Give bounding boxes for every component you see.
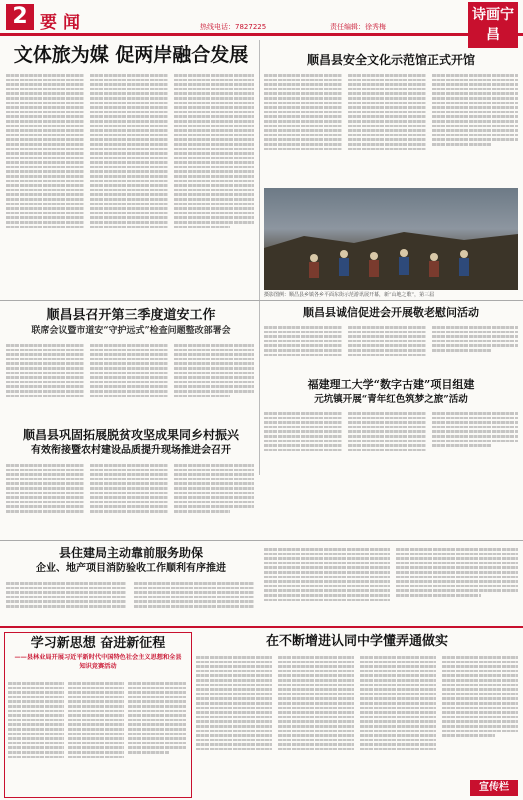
article-a7-col1 — [6, 580, 126, 622]
section-rule — [0, 300, 523, 301]
editor-text: 责任编辑：徐秀梅 — [330, 23, 386, 31]
article-a2-col1 — [264, 72, 342, 184]
article-a3-col1 — [6, 342, 84, 420]
headline-a2: 顺昌县安全文化示范馆正式开馆 — [306, 53, 475, 67]
subtitle-a7: 企业、地产项目消防验收工作顺利有序推进 — [36, 563, 226, 574]
article-a5-col2 — [348, 410, 426, 472]
header-rule — [0, 33, 523, 36]
footer-stamp: 宣传栏 — [470, 780, 518, 796]
article-a9-col2 — [278, 654, 354, 792]
article-a6-col3 — [174, 462, 254, 534]
article-a5-col1 — [264, 410, 342, 472]
page-number: 2 — [6, 4, 34, 30]
article-a2-col3 — [432, 72, 518, 184]
article-a1-col2 — [90, 72, 168, 292]
article-a7-col4 — [396, 546, 518, 622]
section-title: 要闻 — [40, 13, 86, 33]
subtitle-a8: ——县林业局开展习近平新时代中国特色社会主义思想和全县知识竞赛活动 — [14, 654, 182, 670]
subtitle-a5: 元坑镇开展“青年红色筑梦之旅”活动 — [314, 394, 468, 405]
photo-scene-icon — [264, 188, 518, 290]
article-a2-col2 — [348, 72, 426, 184]
article-a9-col4 — [442, 654, 518, 776]
article-a3-col3 — [174, 342, 254, 420]
article-a1-col1 — [6, 72, 84, 292]
article-a9-col1 — [196, 654, 272, 792]
article-a8-col2 — [68, 680, 124, 792]
headline-a6: 顺昌县巩固拓展脱贫攻坚成果同乡村振兴 — [22, 428, 239, 442]
headline-a3: 顺昌县召开第三季度道安工作 — [46, 308, 216, 323]
headline-a1: 文体旅为媒 促两岸融合发展 — [13, 44, 249, 66]
article-a4-col3 — [432, 324, 518, 372]
section-rule-3 — [0, 626, 523, 628]
section-rule-2 — [0, 540, 523, 541]
article-a6-col1 — [6, 462, 84, 534]
headline-a8: 学习新思想 奋进新征程 — [30, 636, 166, 651]
subtitle-a3: 联席会议暨市道安“守护远式”检查问题整改部署会 — [31, 326, 231, 336]
headline-a4: 顺昌县诚信促进会开展敬老慰问活动 — [303, 306, 479, 319]
article-a8-col3 — [128, 680, 186, 792]
hotline-text: 热线电话：7827225 — [200, 23, 267, 31]
article-a7-col2 — [134, 580, 254, 622]
subtitle-a6: 有效衔接暨农村建设品质提升现场推进会召开 — [31, 445, 231, 456]
article-a8-col1 — [8, 680, 64, 792]
article-a4-col2 — [348, 324, 426, 372]
column-divider — [259, 40, 260, 475]
article-a1-col3 — [174, 72, 254, 292]
article-a5-col3 — [432, 410, 518, 472]
article-a9-col3 — [360, 654, 436, 792]
headline-a5: 福建理工大学“数字古建”项目组建 — [307, 378, 475, 391]
news-photo — [264, 188, 518, 290]
article-a3-col2 — [90, 342, 168, 420]
newspaper-logo: 诗画宁昌 — [468, 2, 518, 48]
headline-a9: 在不断增进认同中学懂弄通做实 — [265, 634, 448, 649]
photo-caption: 摄影图例：顺昌县乡镇各乡平面东街示范游讯展开幕，新“山地之歌”，第三届 — [264, 292, 435, 298]
article-a6-col2 — [90, 462, 168, 534]
article-a7-col3 — [264, 546, 390, 622]
headline-a7: 县住建局主动靠前服务助保 — [58, 546, 203, 560]
article-a4-col1 — [264, 324, 342, 372]
